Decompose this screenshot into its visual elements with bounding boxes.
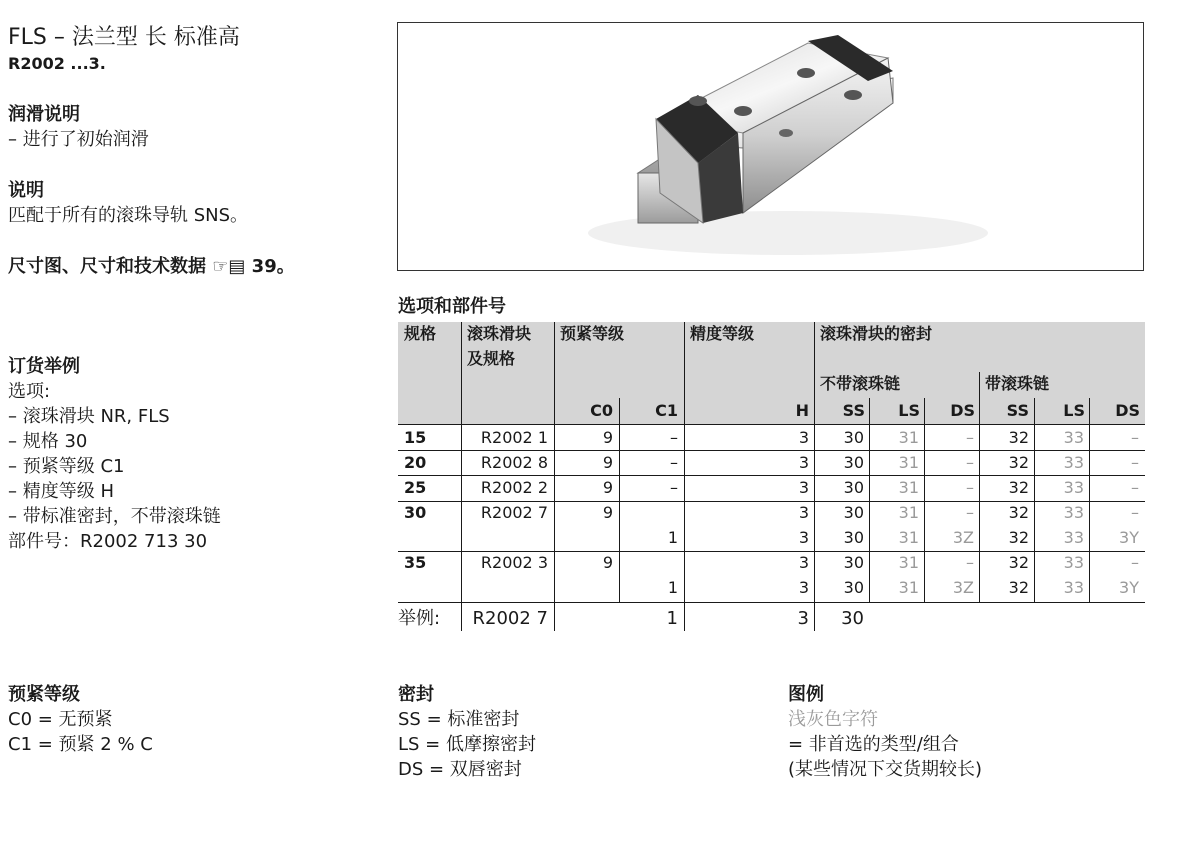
legend	[788, 682, 982, 782]
cell-block: R2002 8	[480, 453, 548, 472]
cell-ds1: –	[966, 428, 974, 447]
cell-ss2: 32	[1008, 578, 1029, 597]
seal-legend-heading: 密封	[398, 684, 434, 705]
header-ds: DS	[950, 401, 975, 420]
example-ss: 30	[841, 608, 864, 629]
cell-ss1: 30	[843, 453, 864, 472]
cell-size: 20	[404, 453, 427, 472]
dimensions-reference: 尺寸图、尺寸和技术数据 ☞▤ 39。	[8, 256, 295, 277]
linear-guide-block-image	[398, 23, 1143, 270]
example-h: 3	[797, 608, 809, 629]
cell-size: 25	[404, 478, 427, 497]
preload-legend-item: C1 = 预紧 2 % C	[8, 734, 153, 755]
cell-ss2: 32	[1008, 478, 1029, 497]
header-preload: 预紧等级	[560, 324, 625, 343]
cell-ls2: 33	[1063, 478, 1084, 497]
cell-ls2: 33	[1063, 578, 1084, 597]
cell-ds2: 3Y	[1119, 528, 1139, 547]
cell-h: 3	[798, 553, 809, 572]
cell-c0: 9	[602, 503, 613, 522]
header-c0: C0	[590, 401, 613, 420]
header-ds: DS	[1115, 401, 1140, 420]
cell-h: 3	[798, 578, 809, 597]
legend-line2: = 非首选的类型/组合	[788, 734, 959, 755]
cell-h: 3	[798, 528, 809, 547]
options-table	[398, 322, 1145, 632]
header-ls: LS	[1063, 401, 1085, 420]
preload-legend-item: C0 = 无预紧	[8, 709, 113, 730]
cell-ds1: –	[966, 553, 974, 572]
cell-ls2: 33	[1063, 528, 1084, 547]
cell-ds2: –	[1131, 553, 1139, 572]
seal-legend-item: SS = 标准密封	[398, 709, 520, 730]
header-block-line2: 及规格	[467, 349, 516, 368]
options-table-title: 选项和部件号	[398, 296, 506, 317]
cell-c0: 9	[602, 478, 613, 497]
cell-ss1: 30	[843, 503, 864, 522]
header-ss: SS	[1006, 401, 1029, 420]
cell-block: R2002 2	[480, 478, 548, 497]
cell-ds2: –	[1131, 503, 1139, 522]
cell-ss2: 32	[1008, 553, 1029, 572]
header-block-line1: 滚珠滑块	[467, 324, 532, 343]
cell-h: 3	[798, 428, 809, 447]
cell-c1: –	[670, 478, 678, 497]
order-item: – 带标准密封，不带滚珠链	[8, 506, 221, 527]
note-heading: 说明	[8, 180, 44, 201]
cell-ds1: –	[966, 453, 974, 472]
order-item: – 预紧等级 C1	[8, 456, 125, 477]
cell-c0: 9	[602, 453, 613, 472]
cell-ss1: 30	[843, 553, 864, 572]
cell-ss2: 32	[1008, 453, 1029, 472]
example-c1: 1	[666, 608, 678, 629]
cell-ds1: 3Z	[952, 578, 974, 597]
cell-ds1: –	[966, 503, 974, 522]
cell-h: 3	[798, 503, 809, 522]
cell-ss1: 30	[843, 578, 864, 597]
header-seal: 滚珠滑块的密封	[820, 324, 933, 343]
cell-ls2: 33	[1063, 453, 1084, 472]
cell-size: 30	[404, 503, 427, 522]
header-size: 规格	[404, 324, 437, 343]
cell-ls1: 31	[898, 428, 919, 447]
cell-ds1: 3Z	[952, 528, 974, 547]
cell-c0: 9	[602, 553, 613, 572]
cell-ds1: –	[966, 478, 974, 497]
cell-ls1: 31	[898, 453, 919, 472]
cell-c1: –	[670, 428, 678, 447]
header-without-chain: 不带滚珠链	[820, 374, 901, 393]
legend-gray-text: 浅灰色字符	[788, 709, 878, 730]
cell-block: R2002 3	[480, 553, 548, 572]
options-label: 选项:	[8, 381, 51, 402]
cell-ss2: 32	[1008, 503, 1029, 522]
cell-block: R2002 7	[480, 503, 548, 522]
order-example-heading: 订货举例	[8, 356, 80, 377]
cell-h: 3	[798, 453, 809, 472]
preload-legend-heading: 预紧等级	[8, 684, 80, 705]
cell-ss1: 30	[843, 528, 864, 547]
legend-heading: 图例	[788, 684, 824, 705]
cell-ds2: –	[1131, 453, 1139, 472]
cell-size: 35	[404, 553, 427, 572]
header-accuracy: 精度等级	[690, 324, 755, 343]
cell-c1: 1	[667, 578, 678, 597]
cell-ls2: 33	[1063, 428, 1084, 447]
cell-block: R2002 1	[480, 428, 548, 447]
page-title: FLS – 法兰型 长 标准高	[8, 25, 240, 50]
cell-ls2: 33	[1063, 553, 1084, 572]
part-prefix: R2002 ...3.	[8, 54, 106, 73]
header-c1: C1	[655, 401, 678, 420]
order-item: – 精度等级 H	[8, 481, 114, 502]
cell-ls1: 31	[898, 528, 919, 547]
cell-size: 15	[404, 428, 427, 447]
example-label: 举例:	[398, 608, 441, 629]
cell-h: 3	[798, 478, 809, 497]
cell-ss1: 30	[843, 478, 864, 497]
header-ss: SS	[842, 401, 865, 420]
order-part-number: 部件号：R2002 713 30	[8, 531, 208, 552]
header-ls: LS	[898, 401, 920, 420]
preload-legend	[8, 682, 153, 757]
cell-ss2: 32	[1008, 428, 1029, 447]
header-h: H	[795, 401, 809, 420]
cell-c0: 9	[602, 428, 613, 447]
cell-c1: 1	[667, 528, 678, 547]
cell-ls1: 31	[898, 503, 919, 522]
cell-ss2: 32	[1008, 528, 1029, 547]
legend-line3: (某些情况下交货期较长)	[788, 759, 983, 780]
cell-ds2: –	[1131, 428, 1139, 447]
order-item: – 滚珠滑块 NR, FLS	[8, 406, 170, 427]
cell-ss1: 30	[843, 428, 864, 447]
order-item: – 规格 30	[8, 431, 88, 452]
lubrication-heading: 润滑说明	[8, 104, 80, 125]
cell-ls1: 31	[898, 553, 919, 572]
lubrication-text: – 进行了初始润滑	[8, 129, 149, 150]
product-image-frame	[397, 22, 1144, 271]
note-text: 匹配于所有的滚珠导轨 SNS。	[8, 205, 249, 226]
lubrication-section	[8, 102, 149, 152]
seal-legend-item: LS = 低摩擦密封	[398, 734, 536, 755]
order-example-section	[8, 354, 221, 554]
seal-legend	[398, 682, 536, 782]
seal-legend-item: DS = 双唇密封	[398, 759, 522, 780]
cell-ls1: 31	[898, 478, 919, 497]
example-block: R2002 7	[472, 608, 548, 629]
header-with-chain: 带滚珠链	[985, 374, 1050, 393]
cell-ds2: 3Y	[1119, 578, 1139, 597]
note-section	[8, 178, 248, 228]
cell-ls1: 31	[898, 578, 919, 597]
cell-ds2: –	[1131, 478, 1139, 497]
cell-c1: –	[670, 453, 678, 472]
cell-ls2: 33	[1063, 503, 1084, 522]
